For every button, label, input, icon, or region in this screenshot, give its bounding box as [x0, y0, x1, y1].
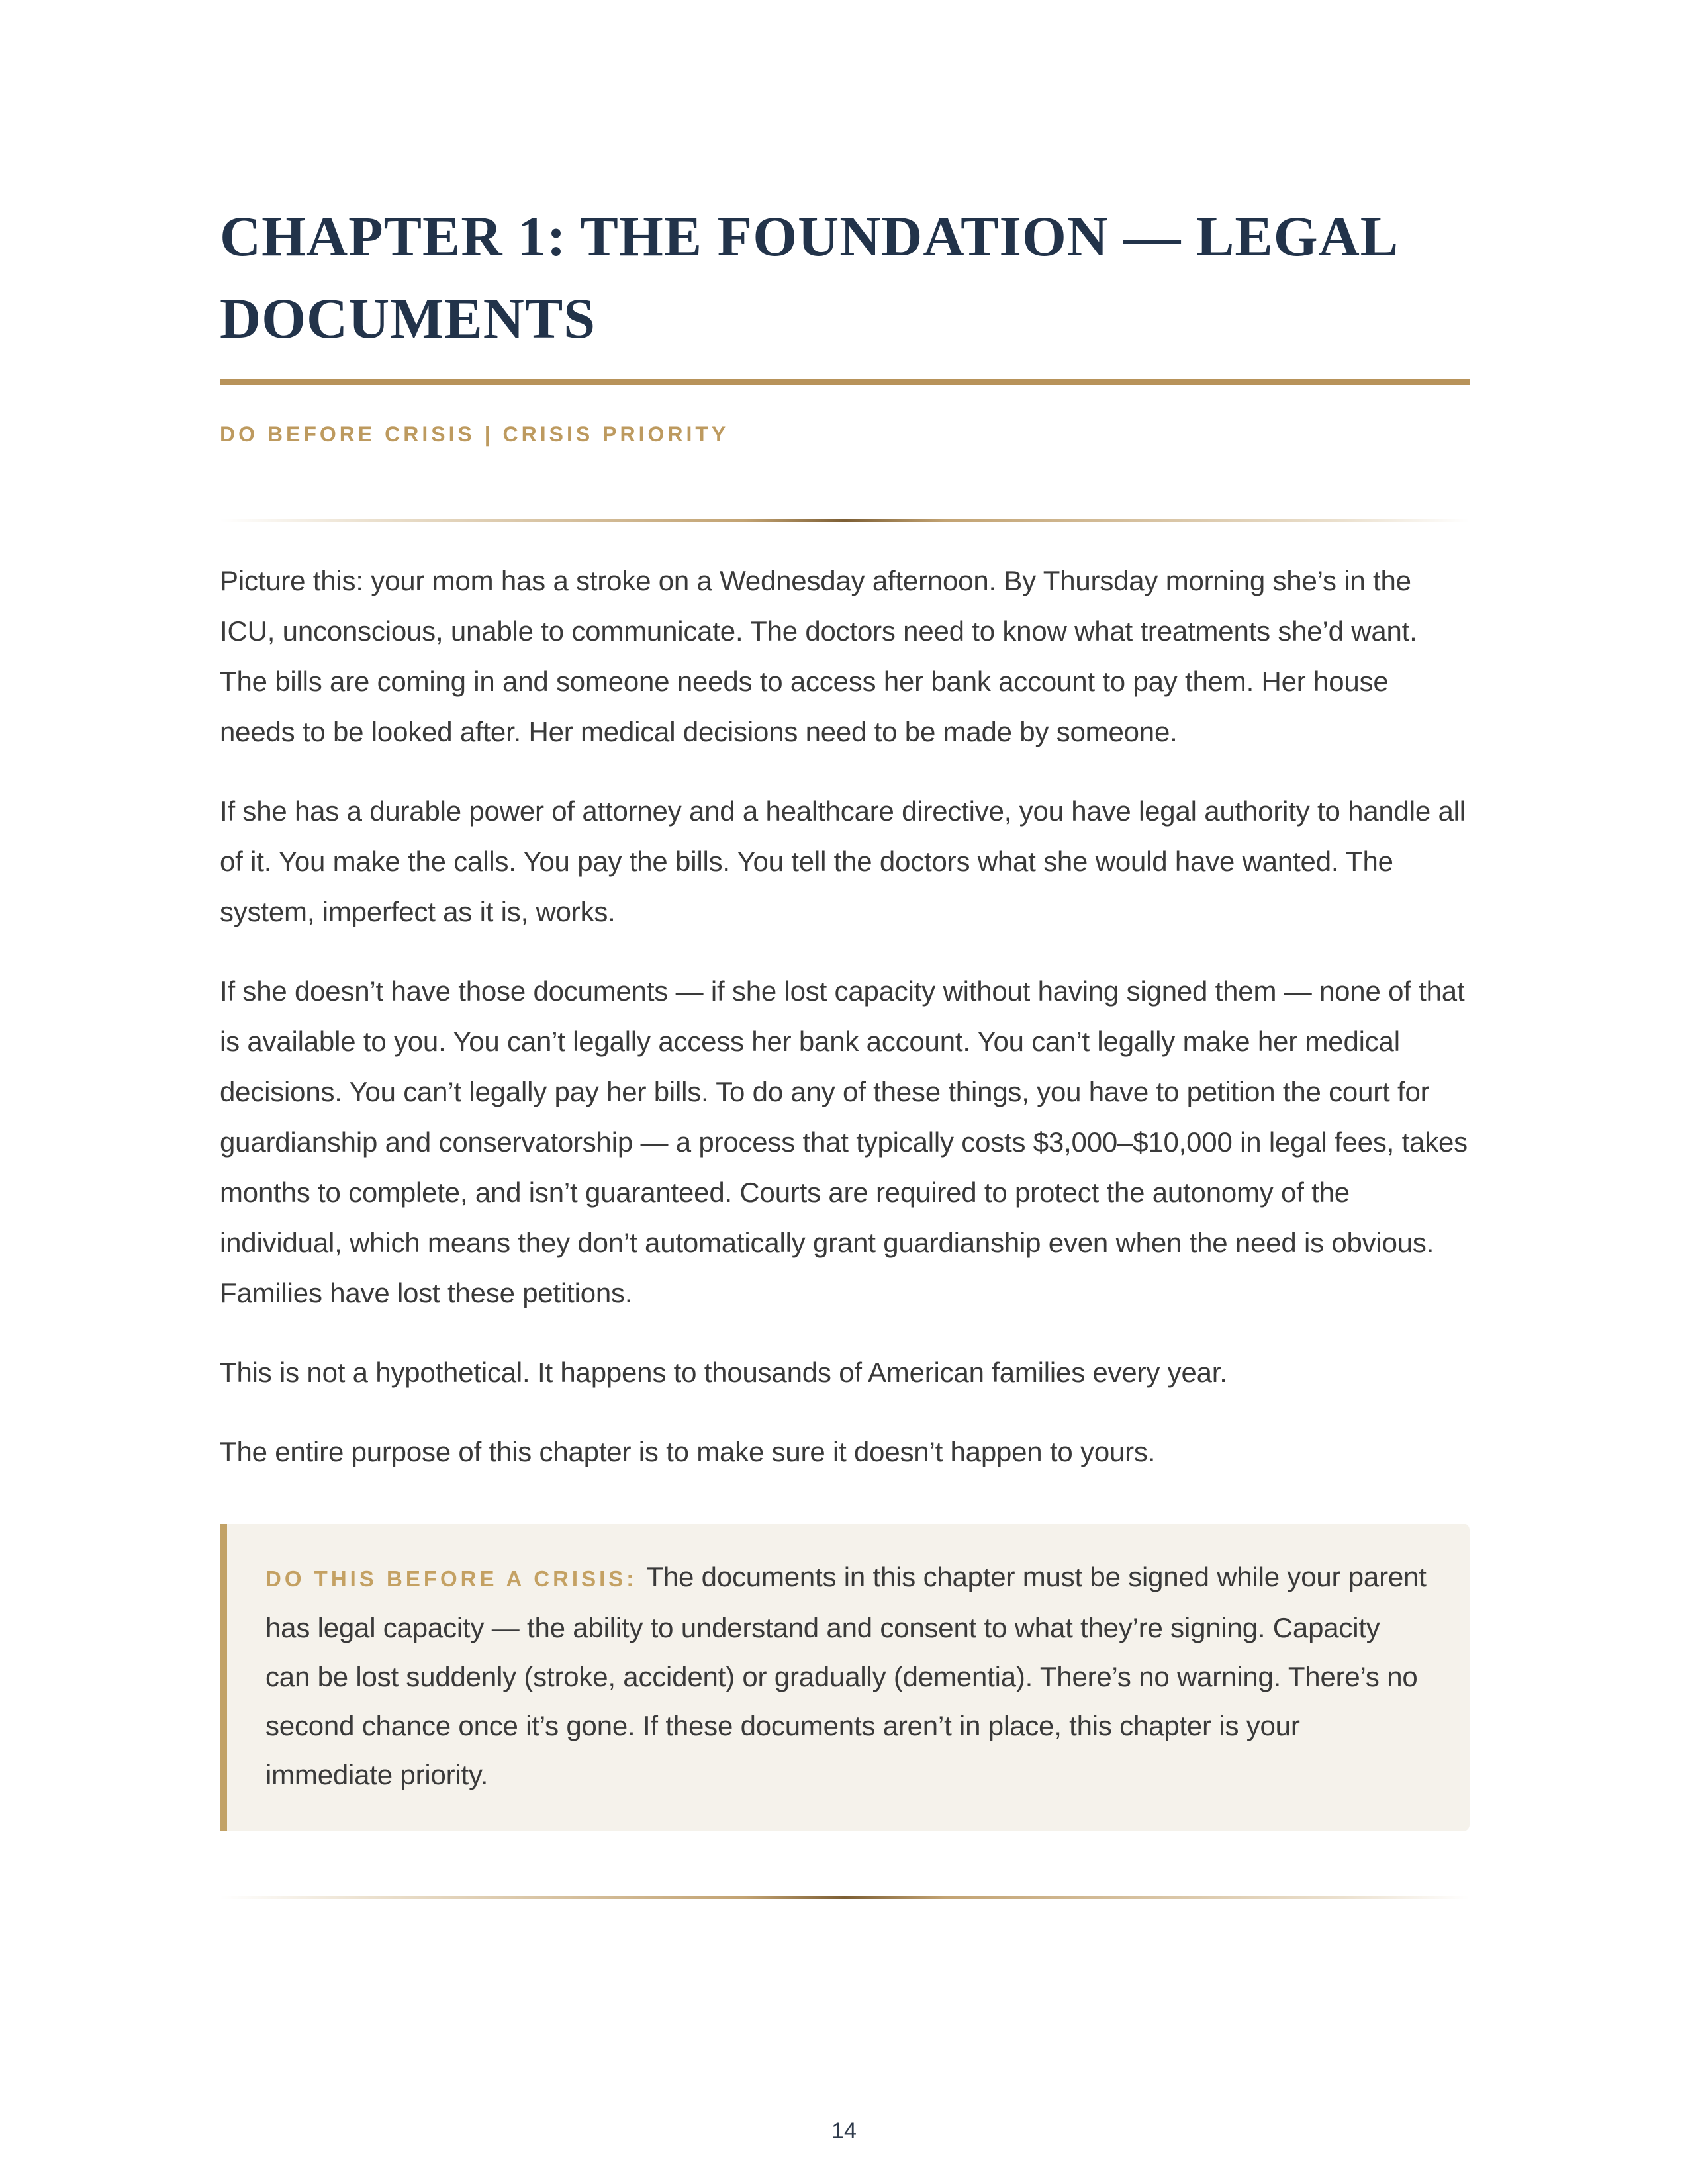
- body-paragraph: Picture this: your mom has a stroke on a Wednesday afternoon. By Thursday morning she’s in the ICU, unconscious, unable to communicate. The doctors need to know what treatments she’d want. The bills are coming in and someone needs to access her bank account to pay them. Her house needs to be looked after. Her medical decisions need to be made by someone.: [220, 565, 1417, 747]
- body-copy: [220, 556, 1470, 1477]
- body-paragraph: If she has a durable power of attorney and a healthcare directive, you have legal authority to handle all of it. You make the calls. You pay the bills. You tell the doctors what she would have wanted. The system, imperfect as it is, works.: [220, 796, 1466, 927]
- page-number: 14: [831, 2118, 857, 2144]
- body-paragraph: The entire purpose of this chapter is to make sure it doesn’t happen to yours.: [220, 1436, 1156, 1467]
- callout-text-block: [265, 1553, 1431, 1799]
- callout-box: [220, 1524, 1470, 1831]
- page-content: [220, 0, 1470, 1899]
- chapter-title: CHAPTER 1: THE FOUNDATION — LEGAL DOCUMENTS: [220, 205, 1396, 350]
- body-paragraph: This is not a hypothetical. It happens to thousands of American families every year.: [220, 1357, 1227, 1388]
- title-gold-rule: [220, 379, 1470, 385]
- callout-body-text: The documents in this chapter must be signed while your parent has legal capacity — the ability to understand and consent to what they’re signing. Capacity can be lost suddenly (stroke, accident) or gradually (dementia). There’s no warning. There’s no second chance once it’s gone. If these documents aren’t in place, this chapter is your immediate priority.: [265, 1561, 1427, 1790]
- body-paragraph: If she doesn’t have those documents — if she lost capacity without having signed them — none of that is available to you. You can’t legally access her bank account. You can’t legally make her medical decisions. You can’t legally pay her bills. To do any of these things, you have to petition the court for guardianship and conservatorship — a process that typically costs $3,000–$10,000 in legal fees, takes months to complete, and isn’t guaranteed. Courts are required to protect the autonomy of the individual, which means they don’t automatically grant guardianship even when the need is obvious. Families have lost these petitions.: [220, 976, 1468, 1308]
- chapter-tagline: DO BEFORE CRISIS | CRISIS PRIORITY: [220, 422, 729, 446]
- decorative-divider-top: [220, 519, 1470, 522]
- callout-label: DO THIS BEFORE A CRISIS:: [265, 1567, 647, 1591]
- decorative-divider-bottom: [220, 1896, 1470, 1899]
